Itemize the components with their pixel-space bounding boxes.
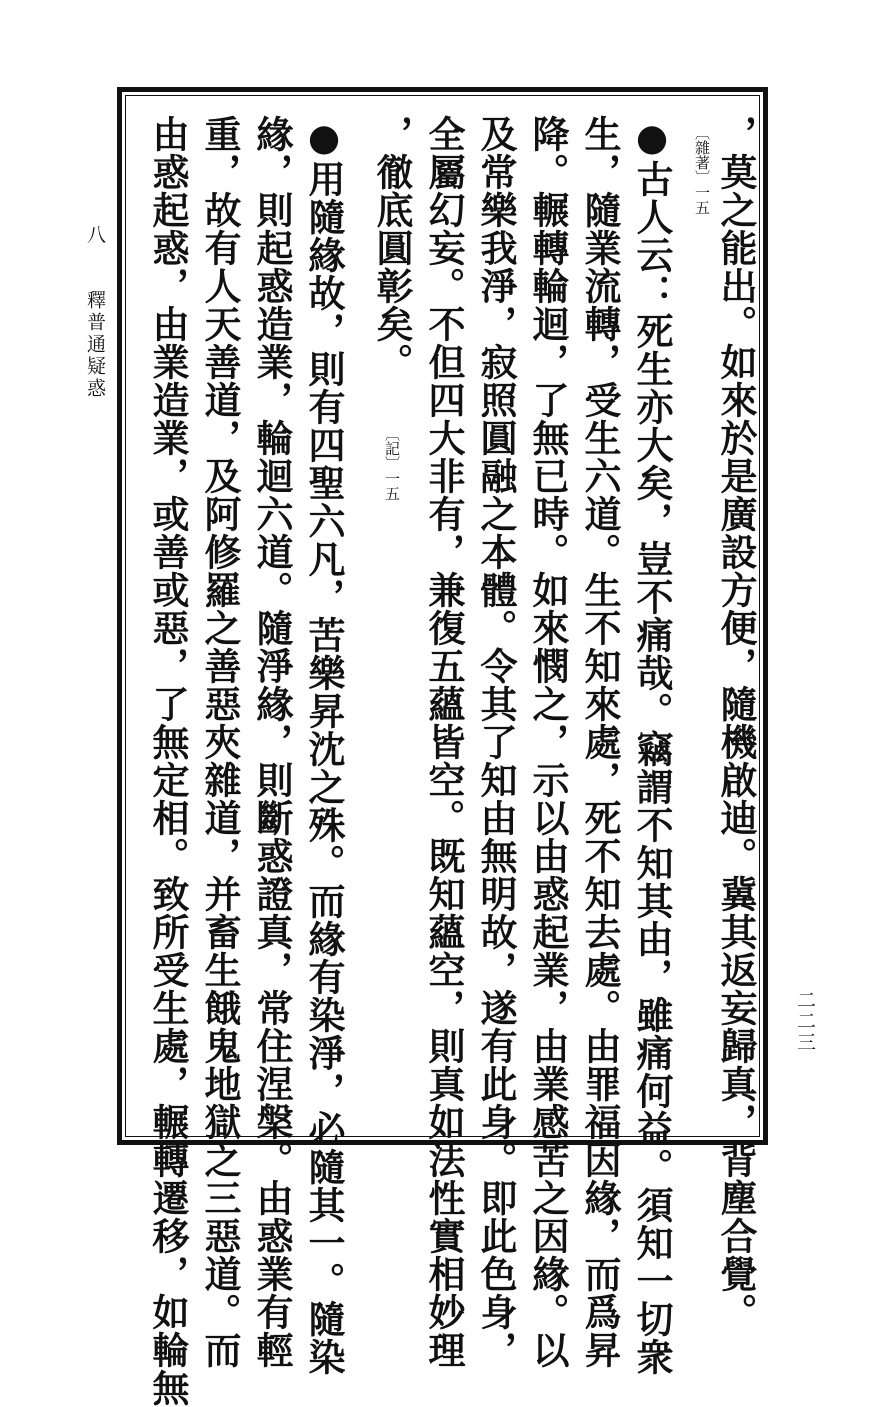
text-column bbox=[524, 115, 572, 1369]
column-text: 由惑起惑，由業造業，或善或惡，了無定相。致所受生處，輾轉遷移，如輪無 bbox=[146, 115, 190, 1407]
column-text: 重，故有人天善道，及阿修羅之善惡夾雜道，并畜生餓鬼地獄之三惡道。而 bbox=[198, 115, 242, 1369]
running-header bbox=[80, 225, 110, 400]
page-number: 二二三 bbox=[794, 990, 816, 1053]
column-text: 及常樂我淨，寂照圓融之本體。令其了知由無明故，遂有此身。即此色身， bbox=[474, 115, 518, 1369]
text-column bbox=[300, 115, 348, 1376]
text-column bbox=[576, 115, 624, 1369]
column-text: 全屬幻妄。不但四大非有，兼復五蘊皆空。既知蘊空，則真如法性實相妙理 bbox=[422, 115, 466, 1369]
text-column bbox=[144, 115, 192, 1407]
column-text: ●用隨緣故，則有四聖六凡，苦樂昇沈之殊。而緣有染淨，必隨其一。隨染 bbox=[302, 115, 346, 1376]
text-column bbox=[628, 115, 676, 1376]
source-note-column bbox=[684, 125, 710, 215]
text-column bbox=[472, 115, 520, 1369]
column-text: ●古人云：死生亦大矣，豈不痛哉。竊謂不知其由，雖痛何益。須知一切衆 bbox=[630, 115, 674, 1376]
source-note: 〔記〕一五 bbox=[383, 426, 401, 501]
column-text: 生，隨業流轉，受生六道。生不知來處，死不知去處。由罪福因緣，而爲昇 bbox=[578, 115, 622, 1369]
text-column bbox=[712, 115, 760, 1331]
column-text: 緣，則起惑造業，輪迴六道。隨淨緣，則斷惑證真，常住涅槃。由惑業有輕 bbox=[250, 115, 294, 1369]
chapter-number: 八 bbox=[84, 225, 106, 247]
column-text: ，徹底圓彰矣。 bbox=[370, 115, 414, 381]
column-text: ，莫之能出。如來於是廣設方便，隨機啟迪。冀其返妄歸真，背塵合覺。 bbox=[714, 115, 758, 1331]
column-text: 降。輾轉輪迴，了無已時。如來憫之，示以由惑起業，由業感苦之因緣。以 bbox=[526, 115, 570, 1369]
text-column bbox=[248, 115, 296, 1369]
text-column bbox=[196, 115, 244, 1369]
text-column bbox=[420, 115, 468, 1369]
text-column bbox=[368, 115, 416, 501]
book-title: 釋普通疑惑 bbox=[84, 290, 106, 400]
source-note: 〔雜著〕一五 bbox=[693, 125, 711, 215]
